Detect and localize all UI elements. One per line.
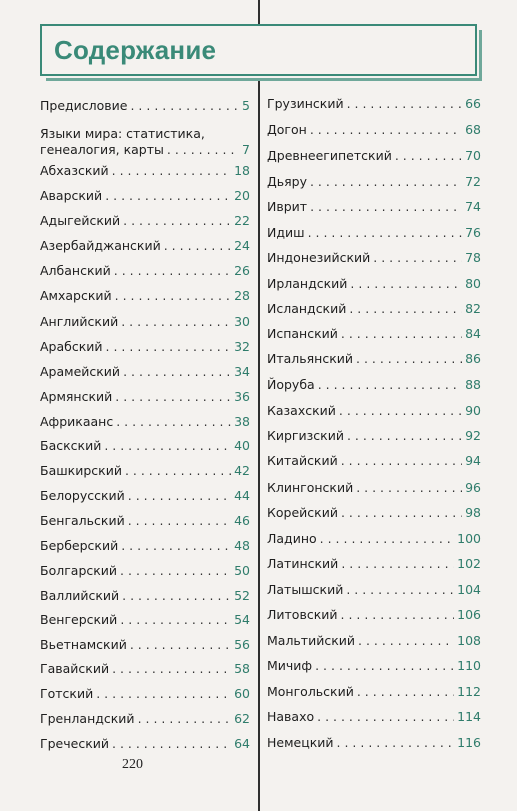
- toc-entry-page: 84: [465, 326, 481, 341]
- toc-entry-title: Венгерский: [40, 612, 118, 627]
- toc-entry-title: Гавайский: [40, 661, 110, 676]
- toc-entry-title: Предисловие: [40, 98, 128, 113]
- toc-entry-page: 100: [457, 531, 481, 546]
- toc-entry-row: [40, 314, 250, 330]
- toc-entry-title: Аварский: [40, 188, 103, 203]
- toc-entry[interactable]: [267, 122, 481, 138]
- toc-entry-page: 5: [242, 98, 250, 113]
- toc-entry-row: [40, 339, 250, 355]
- column-divider: [258, 81, 260, 811]
- toc-entry-row: [40, 711, 250, 727]
- toc-entry[interactable]: [40, 736, 250, 752]
- toc-entry-row: [267, 351, 481, 367]
- toc-entry-title: Африкаанс: [40, 414, 114, 429]
- toc-entry[interactable]: [267, 301, 481, 317]
- dot-leader: [341, 326, 462, 342]
- toc-entry-row: [267, 658, 481, 674]
- toc-entry-title: Итальянский: [267, 351, 354, 366]
- toc-entry-page: 92: [465, 428, 481, 443]
- toc-entry-page: 62: [234, 711, 250, 726]
- dot-leader: [164, 238, 231, 254]
- toc-entry-row: [40, 142, 250, 158]
- toc-entry-row: [40, 438, 250, 454]
- toc-entry[interactable]: [267, 582, 481, 598]
- toc-entry[interactable]: [267, 658, 481, 674]
- toc-entry-title: Идиш: [267, 225, 305, 240]
- toc-entry[interactable]: [267, 684, 481, 700]
- toc-entry-row: [267, 174, 481, 190]
- toc-entry[interactable]: [40, 488, 250, 504]
- toc-entry[interactable]: [267, 96, 481, 112]
- dot-leader: [123, 364, 231, 380]
- toc-entry-row: [267, 199, 481, 215]
- toc-entry[interactable]: [40, 588, 250, 604]
- toc-entry-row: [40, 263, 250, 279]
- dot-leader: [318, 377, 462, 393]
- dot-leader: [346, 582, 454, 598]
- title-frame: [40, 24, 477, 76]
- toc-entry-row: [40, 163, 250, 179]
- toc-entry-page: 74: [465, 199, 481, 214]
- toc-entry[interactable]: [40, 339, 250, 355]
- toc-entry-title: Готский: [40, 686, 94, 701]
- toc-entry-title: Баскский: [40, 438, 102, 453]
- dot-leader: [115, 389, 231, 405]
- toc-entry-page: 64: [234, 736, 250, 751]
- toc-entry-title-line: Языки мира: статистика,: [40, 126, 205, 141]
- toc-entry-page: 82: [465, 301, 481, 316]
- toc-entry-page: 60: [234, 686, 250, 701]
- toc-entry-title: Бенгальский: [40, 513, 125, 528]
- toc-entry-title: Испанский: [267, 326, 338, 341]
- toc-entry-row: [40, 588, 250, 604]
- toc-entry-title: Греческий: [40, 736, 109, 751]
- dot-leader: [347, 428, 462, 444]
- toc-entry-title: Клингонский: [267, 480, 354, 495]
- toc-entry-row: [267, 735, 481, 751]
- toc-entry-title: Киргизский: [267, 428, 344, 443]
- toc-entry-page: 112: [457, 684, 481, 699]
- toc-entry-title: Литовский: [267, 607, 338, 622]
- toc-entry[interactable]: [40, 98, 250, 114]
- toc-entry-row: [267, 96, 481, 112]
- toc-entry-page: 38: [234, 414, 250, 429]
- toc-entry[interactable]: [267, 148, 481, 164]
- toc-entry-row: [40, 661, 250, 677]
- toc-entry[interactable]: [267, 403, 481, 419]
- toc-entry-page: 36: [234, 389, 250, 404]
- toc-entry[interactable]: [40, 213, 250, 229]
- toc-entry[interactable]: [40, 364, 250, 380]
- toc-entry-row: [267, 301, 481, 317]
- dot-leader: [112, 163, 231, 179]
- toc-entry-page: 20: [234, 188, 250, 203]
- dot-leader: [112, 736, 231, 752]
- toc-entry-page: 88: [465, 377, 481, 392]
- toc-entry-title: Исландский: [267, 301, 347, 316]
- toc-entry-page: 7: [242, 142, 250, 157]
- toc-entry-row: [40, 288, 250, 304]
- dot-leader: [349, 301, 462, 317]
- toc-entry[interactable]: [40, 661, 250, 677]
- toc-entry-title: Арамейский: [40, 364, 121, 379]
- toc-entry-title: Иврит: [267, 199, 308, 214]
- toc-entry-row: [267, 403, 481, 419]
- toc-entry-page: 22: [234, 213, 250, 228]
- dot-leader: [341, 556, 454, 572]
- toc-entry-row: [267, 633, 481, 649]
- toc-entry[interactable]: [267, 607, 481, 623]
- toc-entry-title: Вьетнамский: [40, 637, 127, 652]
- toc-entry-row: [40, 563, 250, 579]
- dot-leader: [310, 122, 462, 138]
- toc-entry-row: [40, 612, 250, 628]
- dot-leader: [106, 339, 232, 355]
- toc-entry-title: Навахо: [267, 709, 315, 724]
- dot-leader: [138, 711, 232, 727]
- toc-entry-page: 50: [234, 563, 250, 578]
- dot-leader: [96, 686, 231, 702]
- toc-entry[interactable]: [267, 735, 481, 751]
- toc-entry-row: [267, 531, 481, 547]
- toc-entry-row: [40, 463, 250, 479]
- toc-entry[interactable]: [40, 563, 250, 579]
- toc-entry-title: Арабский: [40, 339, 103, 354]
- toc-entry-page: 102: [457, 556, 481, 571]
- dot-leader: [341, 607, 455, 623]
- toc-entry[interactable]: [267, 531, 481, 547]
- dot-leader: [395, 148, 462, 164]
- toc-entry-page: 72: [465, 174, 481, 189]
- toc-entry-row: [40, 98, 250, 114]
- toc-entry-page: 114: [457, 709, 481, 724]
- toc-entry-title: Догон: [267, 122, 307, 137]
- dot-leader: [105, 188, 231, 204]
- toc-entry-title: Ирландский: [267, 276, 348, 291]
- toc-entry-page: 46: [234, 513, 250, 528]
- toc-entry-title: Азербайджанский: [40, 238, 161, 253]
- dot-leader: [120, 612, 231, 628]
- dot-leader: [121, 538, 231, 554]
- toc-entry-title: Мичиф: [267, 658, 313, 673]
- toc-entry-page: 52: [234, 588, 250, 603]
- toc-entry-page: 44: [234, 488, 250, 503]
- toc-entry-page: 96: [465, 480, 481, 495]
- toc-entry[interactable]: [267, 480, 481, 496]
- dot-leader: [130, 637, 231, 653]
- dot-leader: [339, 403, 462, 419]
- toc-entry-row: [267, 122, 481, 138]
- toc-entry-row: [267, 556, 481, 572]
- toc-entry-row: [267, 453, 481, 469]
- toc-entry-row: [267, 148, 481, 164]
- toc-entry-page: 24: [234, 238, 250, 253]
- toc-entry[interactable]: [40, 163, 250, 179]
- toc-entry[interactable]: [267, 377, 481, 393]
- dot-leader: [350, 276, 462, 292]
- toc-entry[interactable]: [40, 288, 250, 304]
- toc-entry-row: [267, 326, 481, 342]
- toc-entry-title: Гренландский: [40, 711, 135, 726]
- toc-entry-row: [267, 276, 481, 292]
- toc-entry-page: 26: [234, 263, 250, 278]
- dot-leader: [341, 505, 462, 521]
- toc-entry-row: [40, 686, 250, 702]
- toc-entry-title: Ладино: [267, 531, 317, 546]
- toc-entry-title: Адыгейский: [40, 213, 121, 228]
- dot-leader: [373, 250, 462, 266]
- toc-entry-page: 18: [234, 163, 250, 178]
- toc-entry[interactable]: [40, 188, 250, 204]
- toc-entry-page: 98: [465, 505, 481, 520]
- toc-entry-row: [267, 428, 481, 444]
- toc-entry[interactable]: [40, 263, 250, 279]
- toc-entry-page: 34: [234, 364, 250, 379]
- dot-leader: [308, 225, 463, 241]
- toc-entry-title: Английский: [40, 314, 119, 329]
- toc-entry-title: Йоруба: [267, 377, 315, 392]
- toc-entry-row: [267, 250, 481, 266]
- toc-entry[interactable]: [267, 709, 481, 725]
- toc-entry[interactable]: [267, 428, 481, 444]
- dot-leader: [320, 531, 454, 547]
- toc-entry[interactable]: [40, 389, 250, 405]
- dot-leader: [317, 709, 454, 725]
- dot-leader: [315, 658, 454, 674]
- toc-entry-page: 116: [457, 735, 481, 750]
- toc-entry-page: 32: [234, 339, 250, 354]
- dot-leader: [114, 263, 231, 279]
- toc-entry-title: Древнеегипетский: [267, 148, 392, 163]
- toc-entry-row: [40, 389, 250, 405]
- dot-leader: [130, 98, 239, 114]
- toc-entry[interactable]: [40, 314, 250, 330]
- page-title: Содержание: [54, 35, 217, 65]
- toc-entry-page: 66: [465, 96, 481, 111]
- dot-leader: [121, 314, 231, 330]
- toc-entry-page: 54: [234, 612, 250, 627]
- toc-entry-row: [40, 188, 250, 204]
- toc-entry-title: Армянский: [40, 389, 113, 404]
- toc-entry-title: генеалогия, карты: [40, 142, 164, 157]
- toc-entry[interactable]: [267, 199, 481, 215]
- toc-entry-title: Башкирский: [40, 463, 122, 478]
- toc-entry-page: 76: [465, 225, 481, 240]
- toc-entry-title: Немецкий: [267, 735, 334, 750]
- toc-entry-page: 94: [465, 453, 481, 468]
- toc-entry-title: Грузинский: [267, 96, 344, 111]
- toc-entry-title: Латышский: [267, 582, 344, 597]
- dot-leader: [358, 633, 454, 649]
- toc-entry-page: 28: [234, 288, 250, 303]
- toc-entry-title: Дьяру: [267, 174, 307, 189]
- toc-entry-title: Китайский: [267, 453, 338, 468]
- toc-entry-page: 68: [465, 122, 481, 137]
- toc-entry[interactable]: [267, 250, 481, 266]
- toc-entry[interactable]: [40, 238, 250, 254]
- toc-entry[interactable]: [40, 711, 250, 727]
- dot-leader: [337, 735, 455, 751]
- toc-entry[interactable]: [267, 225, 481, 241]
- dot-leader: [112, 661, 231, 677]
- toc-entry-row: [40, 538, 250, 554]
- toc-entry[interactable]: [267, 326, 481, 342]
- toc-entry-page: 42: [234, 463, 250, 478]
- toc-entry-page: 58: [234, 661, 250, 676]
- toc-entry-page: 108: [457, 633, 481, 648]
- toc-entry-page: 104: [457, 582, 481, 597]
- dot-leader: [120, 563, 231, 579]
- toc-entry-title: Албанский: [40, 263, 111, 278]
- toc-entry-row: [267, 505, 481, 521]
- toc-entry-row: [40, 238, 250, 254]
- toc-entry-row: [267, 480, 481, 496]
- toc-entry-row: [40, 414, 250, 430]
- toc-entry-title: Индонезийский: [267, 250, 371, 265]
- dot-leader: [104, 438, 231, 454]
- toc-entry-row: [40, 488, 250, 504]
- toc-entry-title: Абхазский: [40, 163, 109, 178]
- toc-entry[interactable]: [40, 686, 250, 702]
- toc-entry-row: [40, 513, 250, 529]
- toc-entry-row: [267, 709, 481, 725]
- dot-leader: [310, 199, 462, 215]
- dot-leader: [128, 488, 231, 504]
- dot-leader: [167, 142, 239, 158]
- toc-entry-title: Берберский: [40, 538, 119, 553]
- toc-entry-page: 48: [234, 538, 250, 553]
- toc-entry-title: Белорусский: [40, 488, 125, 503]
- toc-entry-page: 70: [465, 148, 481, 163]
- toc-entry-page: 78: [465, 250, 481, 265]
- toc-entry-page: 86: [465, 351, 481, 366]
- toc-entry-title: Латинский: [267, 556, 339, 571]
- toc-entry-row: [40, 637, 250, 653]
- toc-entry[interactable]: [40, 538, 250, 554]
- toc-entry-page: 106: [457, 607, 481, 622]
- dot-leader: [357, 684, 454, 700]
- toc-entry[interactable]: [40, 463, 250, 479]
- page-number: 220: [122, 757, 143, 772]
- toc-entry[interactable]: [40, 637, 250, 653]
- dot-leader: [122, 588, 231, 604]
- toc-entry[interactable]: [267, 505, 481, 521]
- toc-entry-title: Мальтийский: [267, 633, 356, 648]
- toc-entry-row: [40, 364, 250, 380]
- dot-leader: [123, 213, 231, 229]
- toc-entry[interactable]: [40, 438, 250, 454]
- toc-entry[interactable]: [267, 556, 481, 572]
- toc-entry-page: 90: [465, 403, 481, 418]
- toc-entry-page: 56: [234, 637, 250, 652]
- toc-entry-page: 30: [234, 314, 250, 329]
- toc-entry[interactable]: [267, 633, 481, 649]
- toc-entry[interactable]: [267, 276, 481, 292]
- toc-entry-title: Казахский: [267, 403, 336, 418]
- toc-entry-row: [267, 684, 481, 700]
- toc-entry[interactable]: [267, 351, 481, 367]
- dot-leader: [347, 96, 463, 112]
- toc-entry-title: Корейский: [267, 505, 338, 520]
- toc-entry-row: [267, 607, 481, 623]
- toc-entry[interactable]: [267, 453, 481, 469]
- toc-entry-page: 110: [457, 658, 481, 673]
- toc-entry-title: Монгольский: [267, 684, 354, 699]
- toc-entry-page: 80: [465, 276, 481, 291]
- dot-leader: [125, 463, 231, 479]
- dot-leader: [115, 288, 231, 304]
- toc-entry[interactable]: [40, 126, 250, 158]
- dot-leader: [341, 453, 462, 469]
- toc-entry[interactable]: [40, 513, 250, 529]
- toc-entry-title: Амхарский: [40, 288, 112, 303]
- toc-entry-row: [267, 225, 481, 241]
- toc-entry[interactable]: [267, 174, 481, 190]
- dot-leader: [310, 174, 462, 190]
- toc-entry-row: [40, 213, 250, 229]
- toc-entry[interactable]: [40, 414, 250, 430]
- dot-leader: [116, 414, 231, 430]
- toc-entry-page: 40: [234, 438, 250, 453]
- column-divider-top: [258, 0, 260, 24]
- dot-leader: [356, 480, 462, 496]
- toc-entry-title: Болгарский: [40, 563, 118, 578]
- toc-entry-row: [267, 377, 481, 393]
- toc-entry-row: [40, 736, 250, 752]
- dot-leader: [356, 351, 462, 367]
- toc-entry[interactable]: [40, 612, 250, 628]
- toc-entry-title: Валлийский: [40, 588, 120, 603]
- toc-entry-row: [267, 582, 481, 598]
- dot-leader: [128, 513, 231, 529]
